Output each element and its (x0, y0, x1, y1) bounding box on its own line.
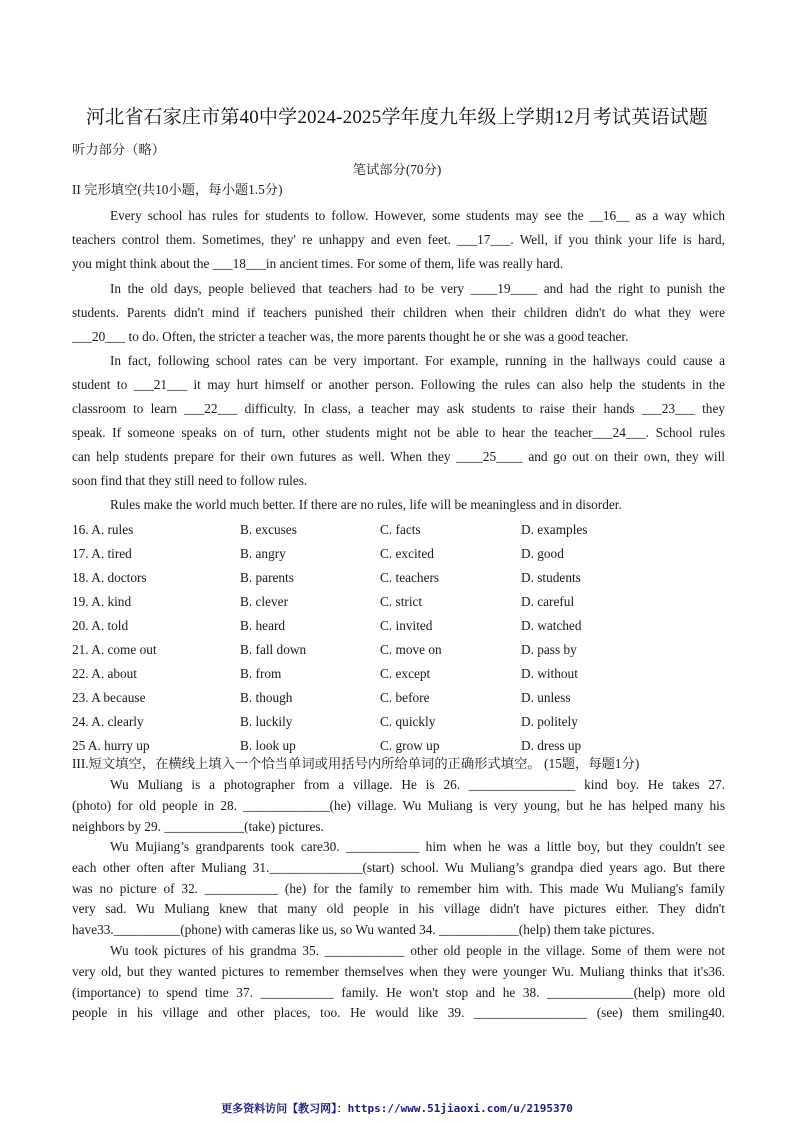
text-line: Rules make the world much better. If there are no rules, life will be meaningless and in disorder. (110, 497, 622, 512)
option-d: D. examples (521, 522, 588, 537)
text-line: have33.__________(phone) with cameras like us, so Wu wanted 34. ____________(help) them take pictures. (72, 922, 655, 938)
option-c: C. invited (380, 618, 433, 633)
text-line: people in his village and other places, too. He would like 39. _________________ (see) them smiling40. (72, 1005, 725, 1021)
option-d: D. careful (521, 594, 575, 609)
option-row (72, 542, 672, 566)
text-line: Wu Mujiang’s grandparents took care30. ___________ him when he was a little boy, but they couldn't see (110, 839, 725, 854)
text-line: can help students prepare for their own futures as well. When they ____25____ and go out on their own, they will (72, 449, 725, 464)
section2-paragraph-3 (72, 349, 725, 493)
option-d: D. watched (521, 618, 582, 633)
section2-paragraph-4 (72, 493, 725, 517)
text-line: (importance) to spend time 37. ___________ family. He won't stop and he 38. _____________(help) more old (72, 984, 725, 1000)
option-a: 19. A. kind (72, 594, 132, 609)
option-c: C. facts (380, 522, 421, 537)
option-a: 20. A. told (72, 618, 129, 633)
option-row (72, 614, 672, 638)
option-a: 23. A because (72, 690, 146, 705)
option-a: 25 A. hurry up (72, 738, 150, 753)
text-line: student to ___21___ it may hurt himself or another person. Following the rules can also help the students in the (72, 377, 725, 392)
written-header: 笔试部分(70分) (352, 162, 442, 177)
option-b: B. luckily (240, 714, 293, 729)
text-line: Wu Muliang is a photographer from a village. He is 26. ________________ kind boy. He takes 27. (110, 777, 725, 792)
section3-paragraph-2 (72, 837, 725, 941)
text-line: Every school has rules for students to follow. However, some students may see the __16__ as a way which (110, 208, 725, 223)
option-b: B. look up (240, 738, 296, 753)
option-row (72, 710, 672, 734)
text-line: classroom to learn ___22___ difficulty. In class, a teacher may ask students to raise their hands ___23___ they (72, 401, 725, 416)
text-line: neighbors by 29. ____________(take) pictures. (72, 818, 324, 834)
option-d: D. students (521, 570, 581, 585)
option-d: D. without (521, 666, 578, 681)
text-line: each other often after Muliang 31.______________(start) school. Wu Muliang’s grandpa died years ago. But there (72, 859, 725, 875)
option-row (72, 518, 672, 542)
option-row (72, 638, 672, 662)
option-b: B. excuses (240, 522, 297, 537)
option-b: B. fall down (240, 642, 307, 657)
section3-heading: III.短文填空，在横线上填入一个恰当单词或用括号内所给单词的正确形式填空。 (15题，每题1分) (72, 756, 640, 771)
option-d: D. good (521, 546, 564, 561)
option-row (72, 590, 672, 614)
option-row (72, 662, 672, 686)
option-c: C. except (380, 666, 431, 681)
option-b: B. from (240, 666, 282, 681)
text-line: (photo) for old people in 28. _____________(he) village. Wu Muliang is very young, but he has helped many his (72, 797, 725, 813)
option-a: 24. A. clearly (72, 714, 144, 729)
section2-paragraph-1 (72, 204, 725, 276)
text-line: speak. If someone speaks on of turn, other students might not be able to hear the teacher___24___. School rules (72, 425, 725, 440)
option-row (72, 686, 672, 710)
text-line: you might think about the ___18___in ancient times. For some of them, life was really hard. (72, 256, 564, 271)
page-title: 河北省石家庄市第40中学2024-2025学年度九年级上学期12月考试英语试题 (85, 107, 709, 128)
text-line: In the old days, people believed that teachers had to be very ____19____ and had the right to punish the (110, 281, 725, 296)
option-c: C. quickly (380, 714, 436, 729)
option-d: D. dress up (521, 738, 582, 753)
option-b: B. parents (240, 570, 294, 585)
option-c: C. teachers (380, 570, 440, 585)
option-c: C. move on (380, 642, 442, 657)
option-a: 18. A. doctors (72, 570, 147, 585)
section2-heading: II 完形填空(共10小题，每小题1.5分) (72, 182, 283, 197)
text-line: was no picture of 32. ___________ (he) for the family to remember him with. This made Wu Muliang's family (72, 880, 725, 896)
option-a: 17. A. tired (72, 546, 132, 561)
option-c: C. grow up (380, 738, 440, 753)
text-line: soon find that they still need to follow rules. (72, 473, 308, 488)
text-line: very sad. Wu Muliang knew that many old people in his village didn't have pictures either. They didn't (72, 901, 725, 917)
section2-paragraph-2 (72, 277, 725, 349)
option-d: D. pass by (521, 642, 577, 657)
option-c: C. excited (380, 546, 434, 561)
options-list (72, 518, 672, 758)
option-row (72, 566, 672, 590)
option-d: D. politely (521, 714, 578, 729)
option-a: 22. A. about (72, 666, 138, 681)
option-d: D. unless (521, 690, 571, 705)
text-line: very old, but they wanted pictures to remember themselves when they were younger Wu. Muliang thinks that it's36. (72, 963, 725, 979)
option-a: 21. A. come out (72, 642, 157, 657)
text-line: students. Parents didn't mind if teachers punished their children when their children didn't do what they were (72, 305, 725, 320)
text-line: teachers control them. Sometimes, they' re unhappy and even feet. ___17___. Well, if you think your life is hard, (72, 232, 725, 247)
section3-paragraph-3 (72, 941, 725, 1024)
option-b: B. clever (240, 594, 288, 609)
option-b: B. angry (240, 546, 286, 561)
option-a: 16. A. rules (72, 522, 134, 537)
option-b: B. heard (240, 618, 286, 633)
listening-note: 听力部分（略） (72, 142, 166, 157)
option-b: B. though (240, 690, 293, 705)
text-line: ___20___ to do. Often, the stricter a teacher was, the more parents thought he or she was a good teacher. (72, 329, 629, 344)
section3-paragraph-1 (72, 775, 725, 837)
option-c: C. strict (380, 594, 423, 609)
option-c: C. before (380, 690, 430, 705)
footer-link[interactable]: 更多资料访问【教习网】：https://www.51jiaoxi.com/u/2195370 (221, 1102, 573, 1115)
text-line: Wu took pictures of his grandma 35. ____________ other old people in the village. Some of them were not (110, 943, 725, 958)
text-line: In fact, following school rates can be very important. For example, running in the hallways could cause a (110, 353, 725, 368)
